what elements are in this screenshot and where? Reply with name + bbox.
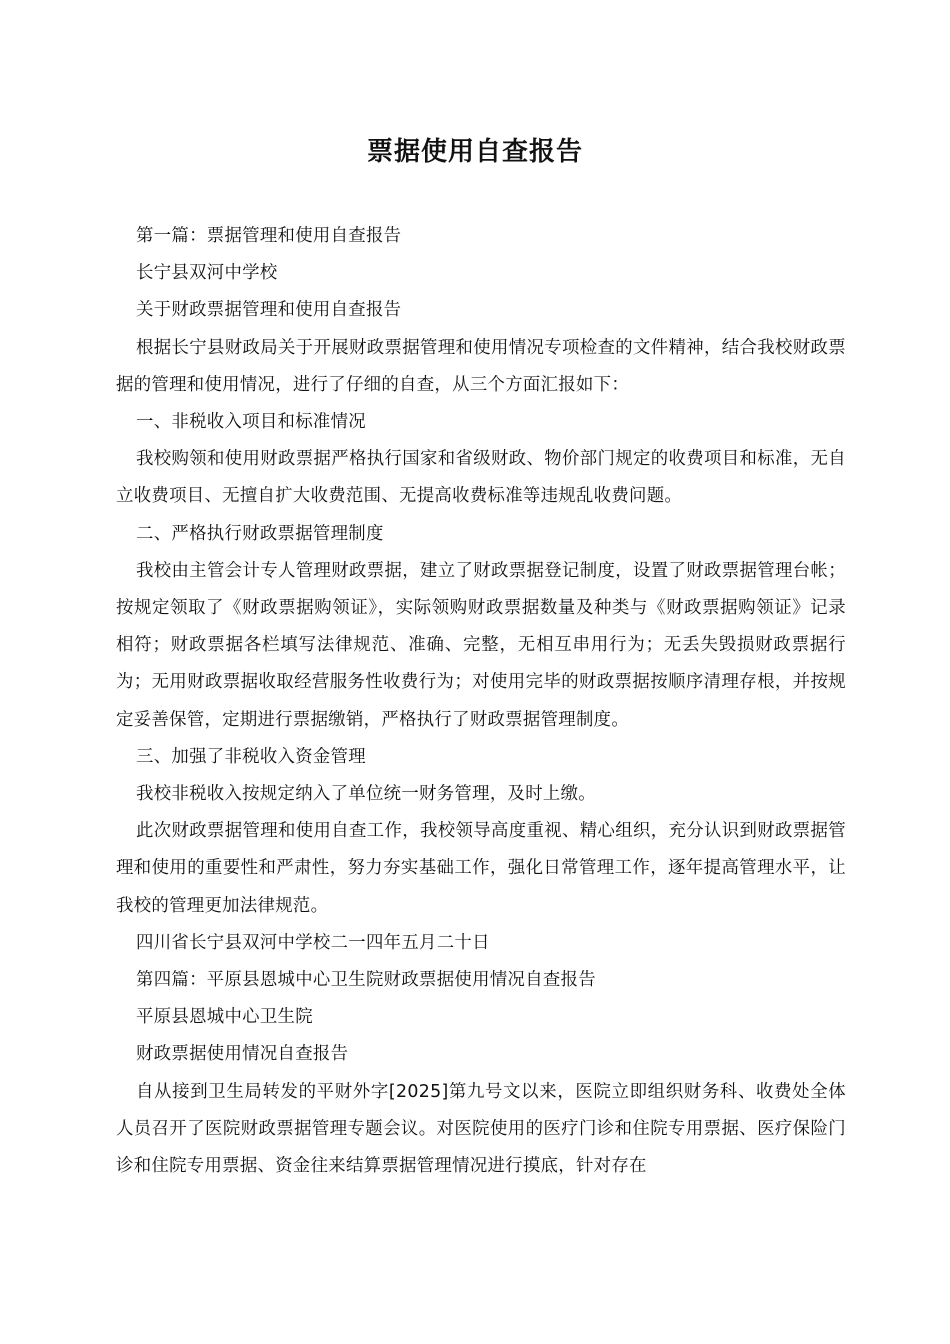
paragraph: 第四篇：平原县恩城中心卫生院财政票据使用情况自查报告 — [136, 970, 596, 991]
paragraph: 一、非税收入项目和标准情况 — [136, 412, 366, 433]
paragraph: 平原县恩城中心卫生院 — [136, 1007, 313, 1028]
paragraph: 自从接到卫生局转发的平财外字[2025]第九号文以来，医院立即组织财务科、收费处全体人员召开了医院财政票据管理专题会议。对医院使用的医疗门诊和住院专用票据、医疗保险门诊和住院专用票据、资金往来结算票据管理情况进行摸底，针对存在 — [116, 1081, 846, 1177]
paragraph: 关于财政票据管理和使用自查报告 — [136, 300, 402, 321]
paragraph: 第一篇：票据管理和使用自查报告 — [136, 226, 402, 246]
paragraph: 我校由主管会计专人管理财政票据，建立了财政票据登记制度，设置了财政票据管理台帐；按规定领取了《财政票据购领证》，实际领购财政票据数量及种类与《财政票据购领证》记录相符；财政票据各栏填写法律规范、准确、完整，无相互串用行为；无丢失毁损财政票据行为；无用财政票据收取经营服务性收费行为；对使用完毕的财政票据按顺序清理存根，并按规定妥善保管，定期进行票据缴销，严格执行了财政票据管理制度。 — [116, 560, 846, 730]
paragraph: 长宁县双河中学校 — [136, 263, 278, 284]
paragraph: 三、加强了非税收入资金管理 — [136, 746, 366, 767]
paragraph: 财政票据使用情况自查报告 — [136, 1044, 349, 1065]
paragraph: 二、严格执行财政票据管理制度 — [136, 523, 384, 544]
paragraph: 我校非税收入按规定纳入了单位统一财务管理，及时上缴。 — [136, 784, 596, 805]
paragraph: 我校购领和使用财政票据严格执行国家和省级财政、物价部门规定的收费项目和标准，无自立收费项目、无擅自扩大收费范围、无提高收费标准等违规乱收费问题。 — [116, 449, 846, 507]
document-title: 票据使用自查报告 — [366, 137, 583, 167]
paragraph: 根据长宁县财政局关于开展财政票据管理和使用情况专项检查的文件精神，结合我校财政票据的管理和使用情况，进行了仔细的自查，从三个方面汇报如下： — [116, 337, 846, 395]
paragraph: 四川省长宁县双河中学校二一四年五月二十日 — [136, 932, 490, 953]
document-body — [116, 218, 846, 1185]
paragraph: 此次财政票据管理和使用自查工作，我校领导高度重视、精心组织，充分认识到财政票据管理和使用的重要性和严肃性，努力夯实基础工作，强化日常管理工作，逐年提高管理水平，让我校的管理更加法律规范。 — [116, 821, 846, 916]
